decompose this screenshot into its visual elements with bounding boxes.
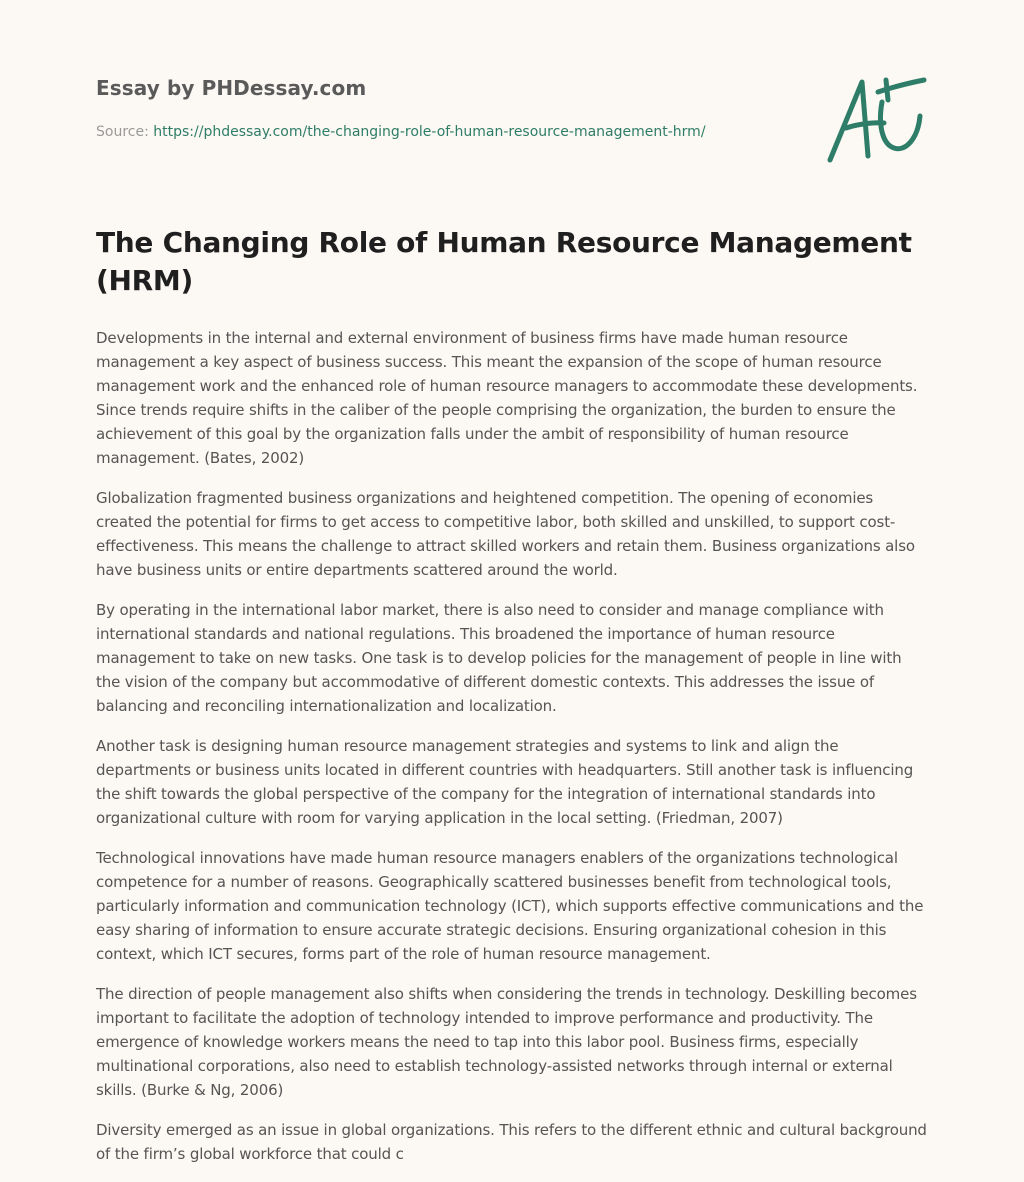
brand-title: Essay by PHDessay.com bbox=[96, 76, 367, 100]
a-plus-logo-icon bbox=[820, 66, 930, 166]
page-header bbox=[96, 76, 796, 140]
essay-paragraph: Another task is designing human resource management strategies and systems to link and align the departments or business units located in different countries with headquarters. Still another task is influencing the shift towards the global perspective of the company for the integration of international standards into organizational culture with room for varying application in the local setting. (Friedman, 2007) bbox=[96, 737, 914, 827]
essay-paragraph: By operating in the international labor market, there is also need to consider and manage compliance with international standards and national regulations. This broadened the importance of human resource management to take on new tasks. One task is to develop policies for the management of people in line with the vision of the company but accommodative of different domestic contexts. This addresses the issue of balancing and reconciling internationalization and localization. bbox=[96, 601, 902, 715]
essay-paragraph: Developments in the internal and external environment of business firms have made human resource management a key aspect of business success. This meant the expansion of the scope of human resource management work and the enhanced role of human resource managers to accommodate these developments. Since trends require shifts in the caliber of the people comprising the organization, the burden to ensure the achievement of this goal by the organization falls under the ambit of responsibility of human resource management. (Bates, 2002) bbox=[96, 329, 918, 467]
essay-paragraph: The direction of people management also shifts when considering the trends in technology. Deskilling becomes important to facilitate the adoption of technology intended to improve performance and productivity. The emergence of knowledge workers means the need to tap into this labor pool. Business firms, especially multinational corporations, also need to establish technology-assisted networks through internal or external skills. (Burke & Ng, 2006) bbox=[96, 985, 917, 1099]
source-line bbox=[96, 124, 706, 140]
source-link[interactable]: https://phdessay.com/the-changing-role-of-human-resource-management-hrm/ bbox=[153, 124, 706, 140]
essay-body bbox=[96, 326, 928, 1182]
essay-paragraph: Globalization fragmented business organizations and heightened competition. The opening of economies created the potential for firms to get access to competitive labor, both skilled and unskilled, to support cost-effectiveness. This means the challenge to attract skilled workers and retain them. Business organizations also have business units or entire departments scattered around the world. bbox=[96, 489, 915, 579]
source-label: Source: bbox=[96, 124, 149, 140]
essay-title: The Changing Role of Human Resource Management (HRM) bbox=[96, 226, 912, 297]
essay-paragraph: Technological innovations have made human resource managers enablers of the organizations technological competence for a number of reasons. Geographically scattered businesses benefit from technological tools, particularly information and communication technology (ICT), which supports effective communications and the easy sharing of information to ensure accurate strategic decisions. Ensuring organizational cohesion in this context, which ICT secures, forms part of the role of human resource management. bbox=[96, 849, 924, 963]
essay-paragraph: Diversity emerged as an issue in global organizations. This refers to the different ethnic and cultural background of the firm’s global workforce that could c bbox=[96, 1121, 927, 1163]
